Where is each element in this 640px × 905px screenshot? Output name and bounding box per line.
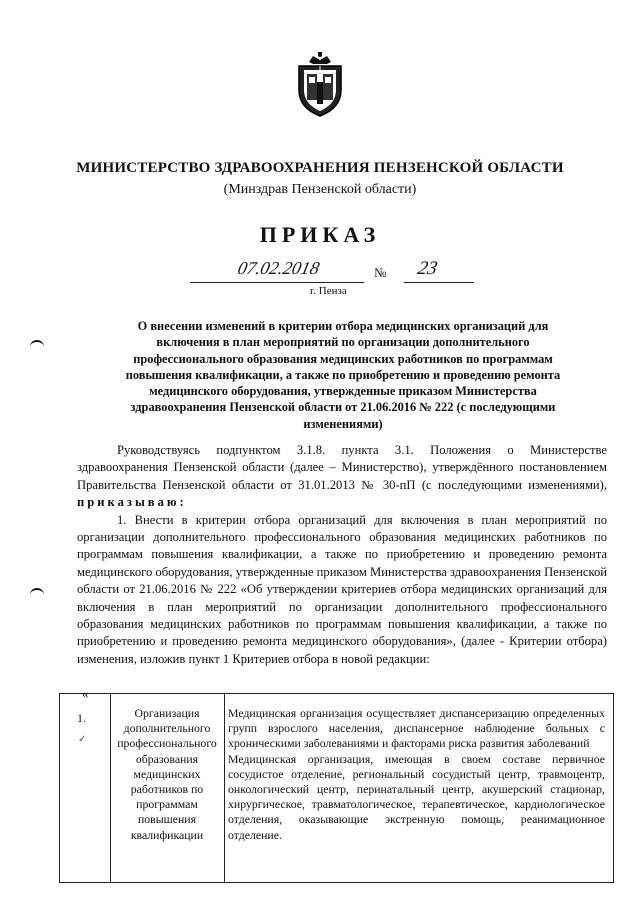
- criterion-text: Организация дополнительного профессионального образования медицинских работников по программам повышения квалификации: [117, 706, 217, 842]
- order-date: 07.02.2018: [235, 258, 322, 278]
- coat-of-arms-emblem: [293, 52, 347, 118]
- margin-mark: [30, 588, 44, 596]
- order-word: приказываю:: [77, 495, 187, 510]
- document-type: ПРИКАЗ: [259, 222, 381, 247]
- order-body: [77, 442, 607, 668]
- description-text: [228, 706, 605, 843]
- table-cell-description: [224, 694, 613, 882]
- open-quote: «: [82, 686, 89, 701]
- preamble-paragraph: [77, 442, 607, 512]
- item-1-paragraph: 1. Внести в критерии отбора организаций для включения в план мероприятий по организации дополнительного профессионального образования медицинских работников по программам повышения квалификации, а также по приобретению и проведению ремонта медицинского оборудования, утвержденные приказом Министерства здравоохранения Пензенской области от 21.06.2016 № 222 «Об утверждении критериев отбора медицинских организаций для включения в план мероприятий по организации дополнительного профессионального образования медицинских работников по программам повышения квалификации, а также по приобретению и проведению ремонта медицинского оборудования», (далее - Критерии отбора) изменения, изложив пункт 1 Критериев отбора в новой редакции:: [77, 512, 607, 666]
- number-sign: №: [374, 265, 387, 280]
- order-title: О внесении изменений в критерии отбора медицинских организаций для включения в план мероприятий по организации дополнительного профессионального образования медицинских работников по программам повышения квалификации, а также по приобретению и проведению ремонта медицинского оборудования, утвержденные приказом Министерства здравоохранения Пензенской области от 21.06.2016 № 222 (с последующими изменениями): [125, 319, 561, 431]
- criteria-table: [59, 693, 614, 883]
- check-mark-icon: ✓: [78, 734, 87, 745]
- description-paragraph-1: Медицинская организация осуществляет диспансеризацию определенных групп взрослого населения, диспансерное наблюдение больных с хроническими заболеваниями и факторами риска развития заболеваний: [228, 706, 605, 751]
- date-underline: [190, 282, 364, 283]
- ministry-name: МИНИСТЕРСТВО ЗДРАВООХРАНЕНИЯ ПЕНЗЕНСКОЙ ОБЛАСТИ: [76, 160, 564, 176]
- order-number: 23: [415, 258, 440, 279]
- row-number: 1.: [77, 711, 86, 725]
- preamble-text: Руководствуясь подпунктом 3.1.8. пункта 3.1. Положения о Министерстве здравоохранения Пензенской области (далее – Министерство), утверждённого постановлением Правительства Пензенской области от 31.01.2013 № 30-пП (с последующими изменениями),: [77, 443, 607, 492]
- table-cell-criterion: [110, 694, 225, 882]
- table-cell-number: [60, 694, 111, 882]
- number-underline: [404, 282, 474, 283]
- margin-mark: [30, 340, 44, 348]
- city: г. Пенза: [310, 285, 347, 297]
- description-paragraph-2: Медицинская организация, имеющая в своем составе первичное сосудистое отделение, региональный сосудистый центр, травмоцентр, онкологический центр, перинатальный центр, акушерский стационар, хирургическое, травматологическое, терапевтическое, кардиологическое отделения, оказывающие экстренную помощь, реанимационное отделение.: [228, 751, 605, 842]
- ministry-short-name: (Минздрав Пензенской области): [223, 182, 417, 197]
